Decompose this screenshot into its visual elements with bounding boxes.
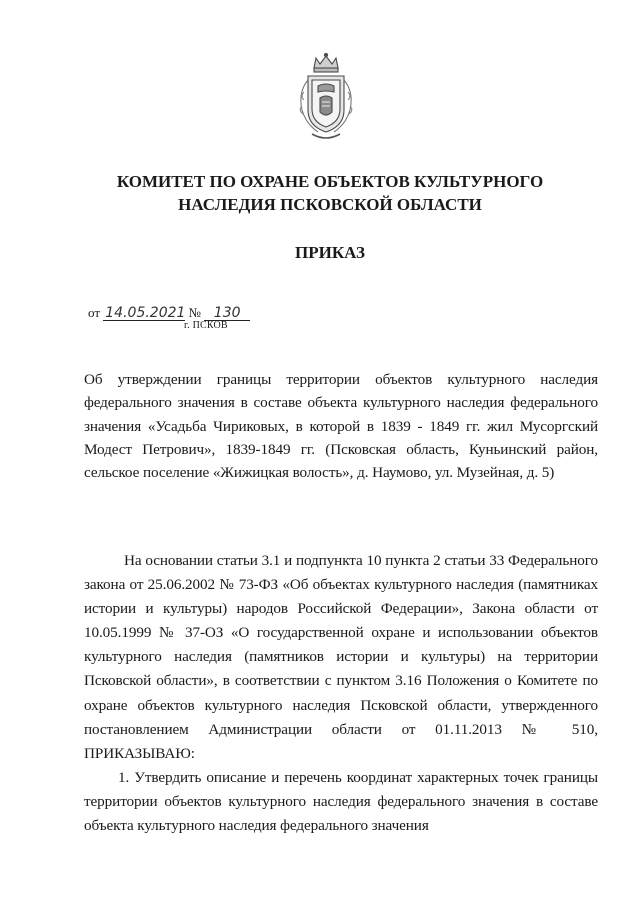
order-body: [84, 549, 598, 838]
item-1-paragraph: 1. Утвердить описание и перечень координат характерных точек границы территории объектов культурного наследия федерального значения в составе объекта культурного наследия федерального значения: [84, 768, 598, 835]
organization-name: [60, 170, 600, 216]
city-label: г. ПСКОВ: [184, 320, 228, 331]
number-label: №: [188, 305, 201, 320]
organization-name-line1: КОМИТЕТ ПО ОХРАНЕ ОБЪЕКТОВ КУЛЬТУРНОГО: [116, 172, 544, 191]
coat-of-arms-icon: [294, 52, 358, 144]
order-subject: Об утверждении границы территории объектов культурного наследия федерального значения в составе объекта культурного наследия федерального значения «Усадьба Чириковых, в которой в 1839 - 1849 гг. жил Мусоргский Модест Петрович», 1839-1849 гг. (Псковская область, Куньинский район, сельское поселение «Жижицкая волость», д. Наумово, ул. Музейная, д. 5): [84, 371, 598, 482]
date-number-line: [88, 305, 250, 321]
date-prefix: от: [88, 305, 101, 320]
organization-name-line2: НАСЛЕДИЯ ПСКОВСКОЙ ОБЛАСТИ: [178, 195, 482, 214]
document-type: ПРИКАЗ: [295, 243, 365, 262]
order-date: 14.05.2021: [105, 305, 186, 321]
order-number: 130: [204, 307, 250, 321]
preamble-paragraph: На основании статьи 3.1 и подпункта 10 пункта 2 статьи 33 Федерального закона от 25.06.2002 № 73-ФЗ «Об объектах культурного наследия (памятниках истории и культуры) народов Российской Федерации», Закона области от 10.05.1999 № 37-ОЗ «О государственной охране и использовании объектов культурного наследия (памятников истории и культуры) на территории Псковской области», в соответствии с пунктом 3.16 Положения о Комитете по охране объектов культурного наследия Псковской области, утвержденного постановлением Администрации области от 01.11.2013 № 510, ПРИКАЗЫВАЮ:: [84, 552, 598, 762]
